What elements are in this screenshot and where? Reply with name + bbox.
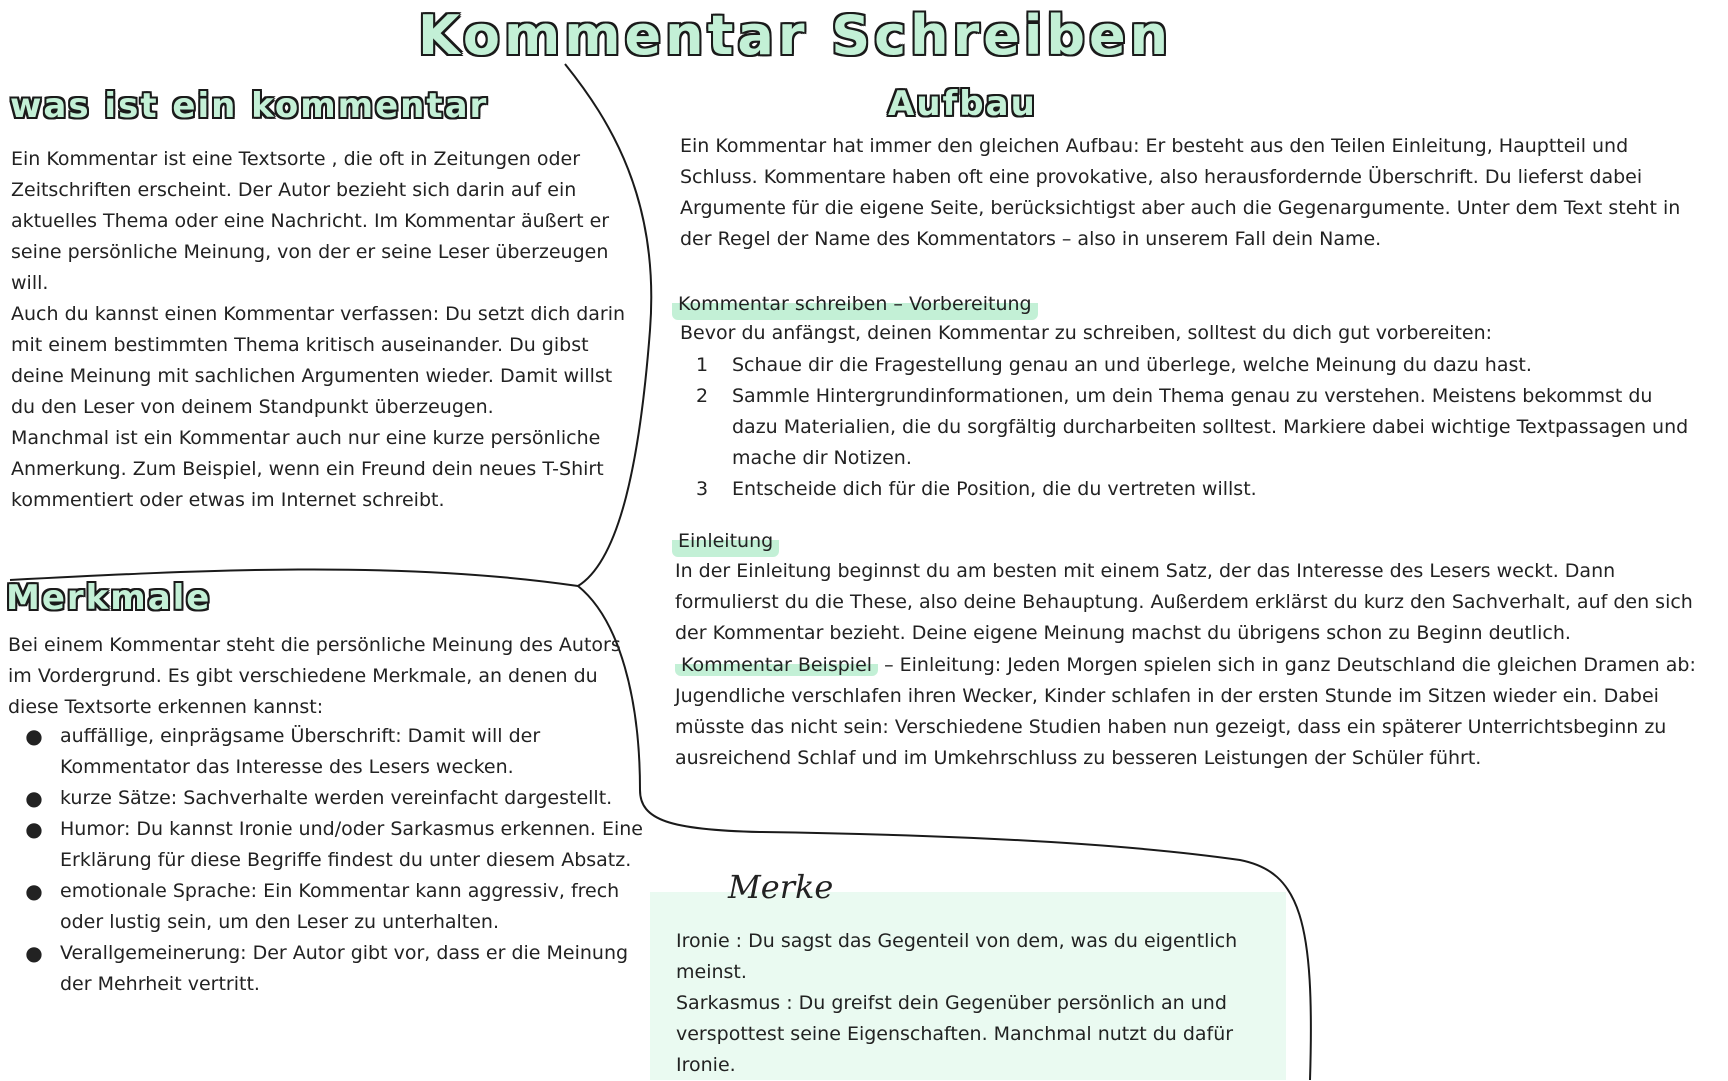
bullet-icon: ● <box>25 817 43 841</box>
list-item <box>680 474 1700 505</box>
merke-title: Merke <box>728 868 834 906</box>
bullet-icon: ● <box>25 786 43 810</box>
merke-text <box>676 926 1276 1081</box>
list-item <box>680 381 1700 474</box>
einleitung-text: In der Einleitung beginnst du am besten mit einem Satz, der das Interesse des Lesers weckt. Dann formulierst du die These, also deine Behauptung. Außerdem erklärst du kurz den Sachverhalt, auf den sich der Kommentar bezieht. Deine eigene Meinung machst du übrigens schon zu Beginn deutlich. <box>675 560 1693 644</box>
merkmale-list <box>8 721 648 1000</box>
merkmale-intro: Bei einem Kommentar steht die persönliche Meinung des Autors im Vordergrund. Es gibt verschiedene Merkmale, an denen du diese Textsorte erkennen kannst: <box>8 634 621 718</box>
step-number: 1 <box>696 354 709 376</box>
step-text: Schaue dir die Fragestellung genau an und überlege, welche Meinung du dazu hast. <box>732 354 1532 376</box>
step-number: 3 <box>696 478 709 500</box>
merkmal-text: kurze Sätze: Sachverhalte werden vereinfacht dargestellt. <box>60 787 613 809</box>
vorbereitung-intro: Bevor du anfängst, deinen Kommentar zu schreiben, solltest du dich gut vorbereiten: <box>680 322 1493 344</box>
merkmal-text: Verallgemeinerung: Der Autor gibt vor, dass er die Meinung der Mehrheit vertritt. <box>60 942 629 995</box>
step-text: Entscheide dich für die Position, die du vertreten willst. <box>732 478 1257 500</box>
merke-ironie: Ironie : Du sagst das Gegenteil von dem, was du eigentlich meinst. <box>676 930 1238 983</box>
was-paragraph-2: Auch du kannst einen Kommentar verfassen: Du setzt dich darin mit einem bestimmten Thema kritisch auseinander. Du gibst deine Meinung mit sachlichen Argumenten wieder. Damit willst du den Leser von deinem Standpunkt überzeugen. <box>11 303 626 418</box>
merke-sarkasmus: Sarkasmus : Du greifst dein Gegenüber persönlich an und verspottest seine Eigenschaften. Manchmal nutzt du dafür Ironie. <box>676 992 1234 1076</box>
bullet-icon: ● <box>25 879 43 903</box>
beispiel-paragraph <box>675 650 1725 774</box>
list-item <box>8 783 648 814</box>
merkmal-text: auffällige, einprägsame Überschrift: Damit will der Kommentator das Interesse des Lesers wecken. <box>60 725 541 778</box>
heading-merkmale: Merkmale <box>6 578 212 618</box>
beispiel-text: – Einleitung: Jeden Morgen spielen sich in ganz Deutschland die gleichen Dramen ab: Jugendliche verschlafen ihren Wecker, Kinder schlafen in der ersten Stunde im Sitzen wieder ein. Dabei müsste das nicht sein: Verschiedene Studien haben nun gezeigt, dass ein späterer Unterrichtsbeginn zu ausreichend Schlaf und im Umkehrschluss zu besseren Leistungen der Schüler führt. <box>675 654 1696 769</box>
list-item <box>8 938 648 1000</box>
step-number: 2 <box>696 385 709 407</box>
vorbereitung-heading: Kommentar schreiben – Vorbereitung <box>672 289 1038 320</box>
heading-was-ist: was ist ein kommentar <box>10 86 489 126</box>
list-item <box>8 814 648 876</box>
list-item <box>8 721 648 783</box>
vorbereitung-steps <box>680 350 1700 505</box>
beispiel-label: Kommentar Beispiel <box>675 654 878 676</box>
aufbau-intro: Ein Kommentar hat immer den gleichen Aufbau: Er besteht aus den Teilen Einleitung, Hauptteil und Schluss. Kommentare haben oft eine provokative, also herausfordernde Überschrift. Du lieferst dabei Argumente für die eigene Seite, berücksichtigst aber auch die Gegenargumente. Unter dem Text steht in der Regel der Name des Kommentators – also in unserem Fall dein Name. <box>680 135 1681 250</box>
was-ist-section <box>11 144 631 516</box>
was-paragraph-3: Manchmal ist ein Kommentar auch nur eine kurze persönliche Anmerkung. Zum Beispiel, wenn ein Freund dein neues T-Shirt kommentiert oder etwas im Internet schreibt. <box>11 427 604 511</box>
merkmal-text: Humor: Du kannst Ironie und/oder Sarkasmus erkennen. Eine Erklärung für diese Begriffe findest du unter diesem Absatz. <box>60 818 643 871</box>
einleitung-heading: Einleitung <box>672 526 779 557</box>
step-text: Sammle Hintergrundinformationen, um dein Thema genau zu verstehen. Meistens bekommst du dazu Materialien, die du sorgfältig durcharbeiten solltest. Markiere dabei wichtige Textpassagen und mache dir Notizen. <box>732 385 1689 469</box>
heading-aufbau: Aufbau <box>888 84 1037 124</box>
page-title: Kommentar Schreiben <box>418 4 1173 67</box>
list-item <box>680 350 1700 381</box>
was-paragraph-1: Ein Kommentar ist eine Textsorte , die oft in Zeitungen oder Zeitschriften erscheint. Der Autor bezieht sich darin auf ein aktuelles Thema oder eine Nachricht. Im Kommentar äußert er seine persönliche Meinung, von der er seine Leser überzeugen will. <box>11 148 610 294</box>
bullet-icon: ● <box>25 941 43 965</box>
merkmal-text: emotionale Sprache: Ein Kommentar kann aggressiv, frech oder lustig sein, um den Leser zu unterhalten. <box>60 880 620 933</box>
list-item <box>8 876 648 938</box>
bullet-icon: ● <box>25 724 43 748</box>
